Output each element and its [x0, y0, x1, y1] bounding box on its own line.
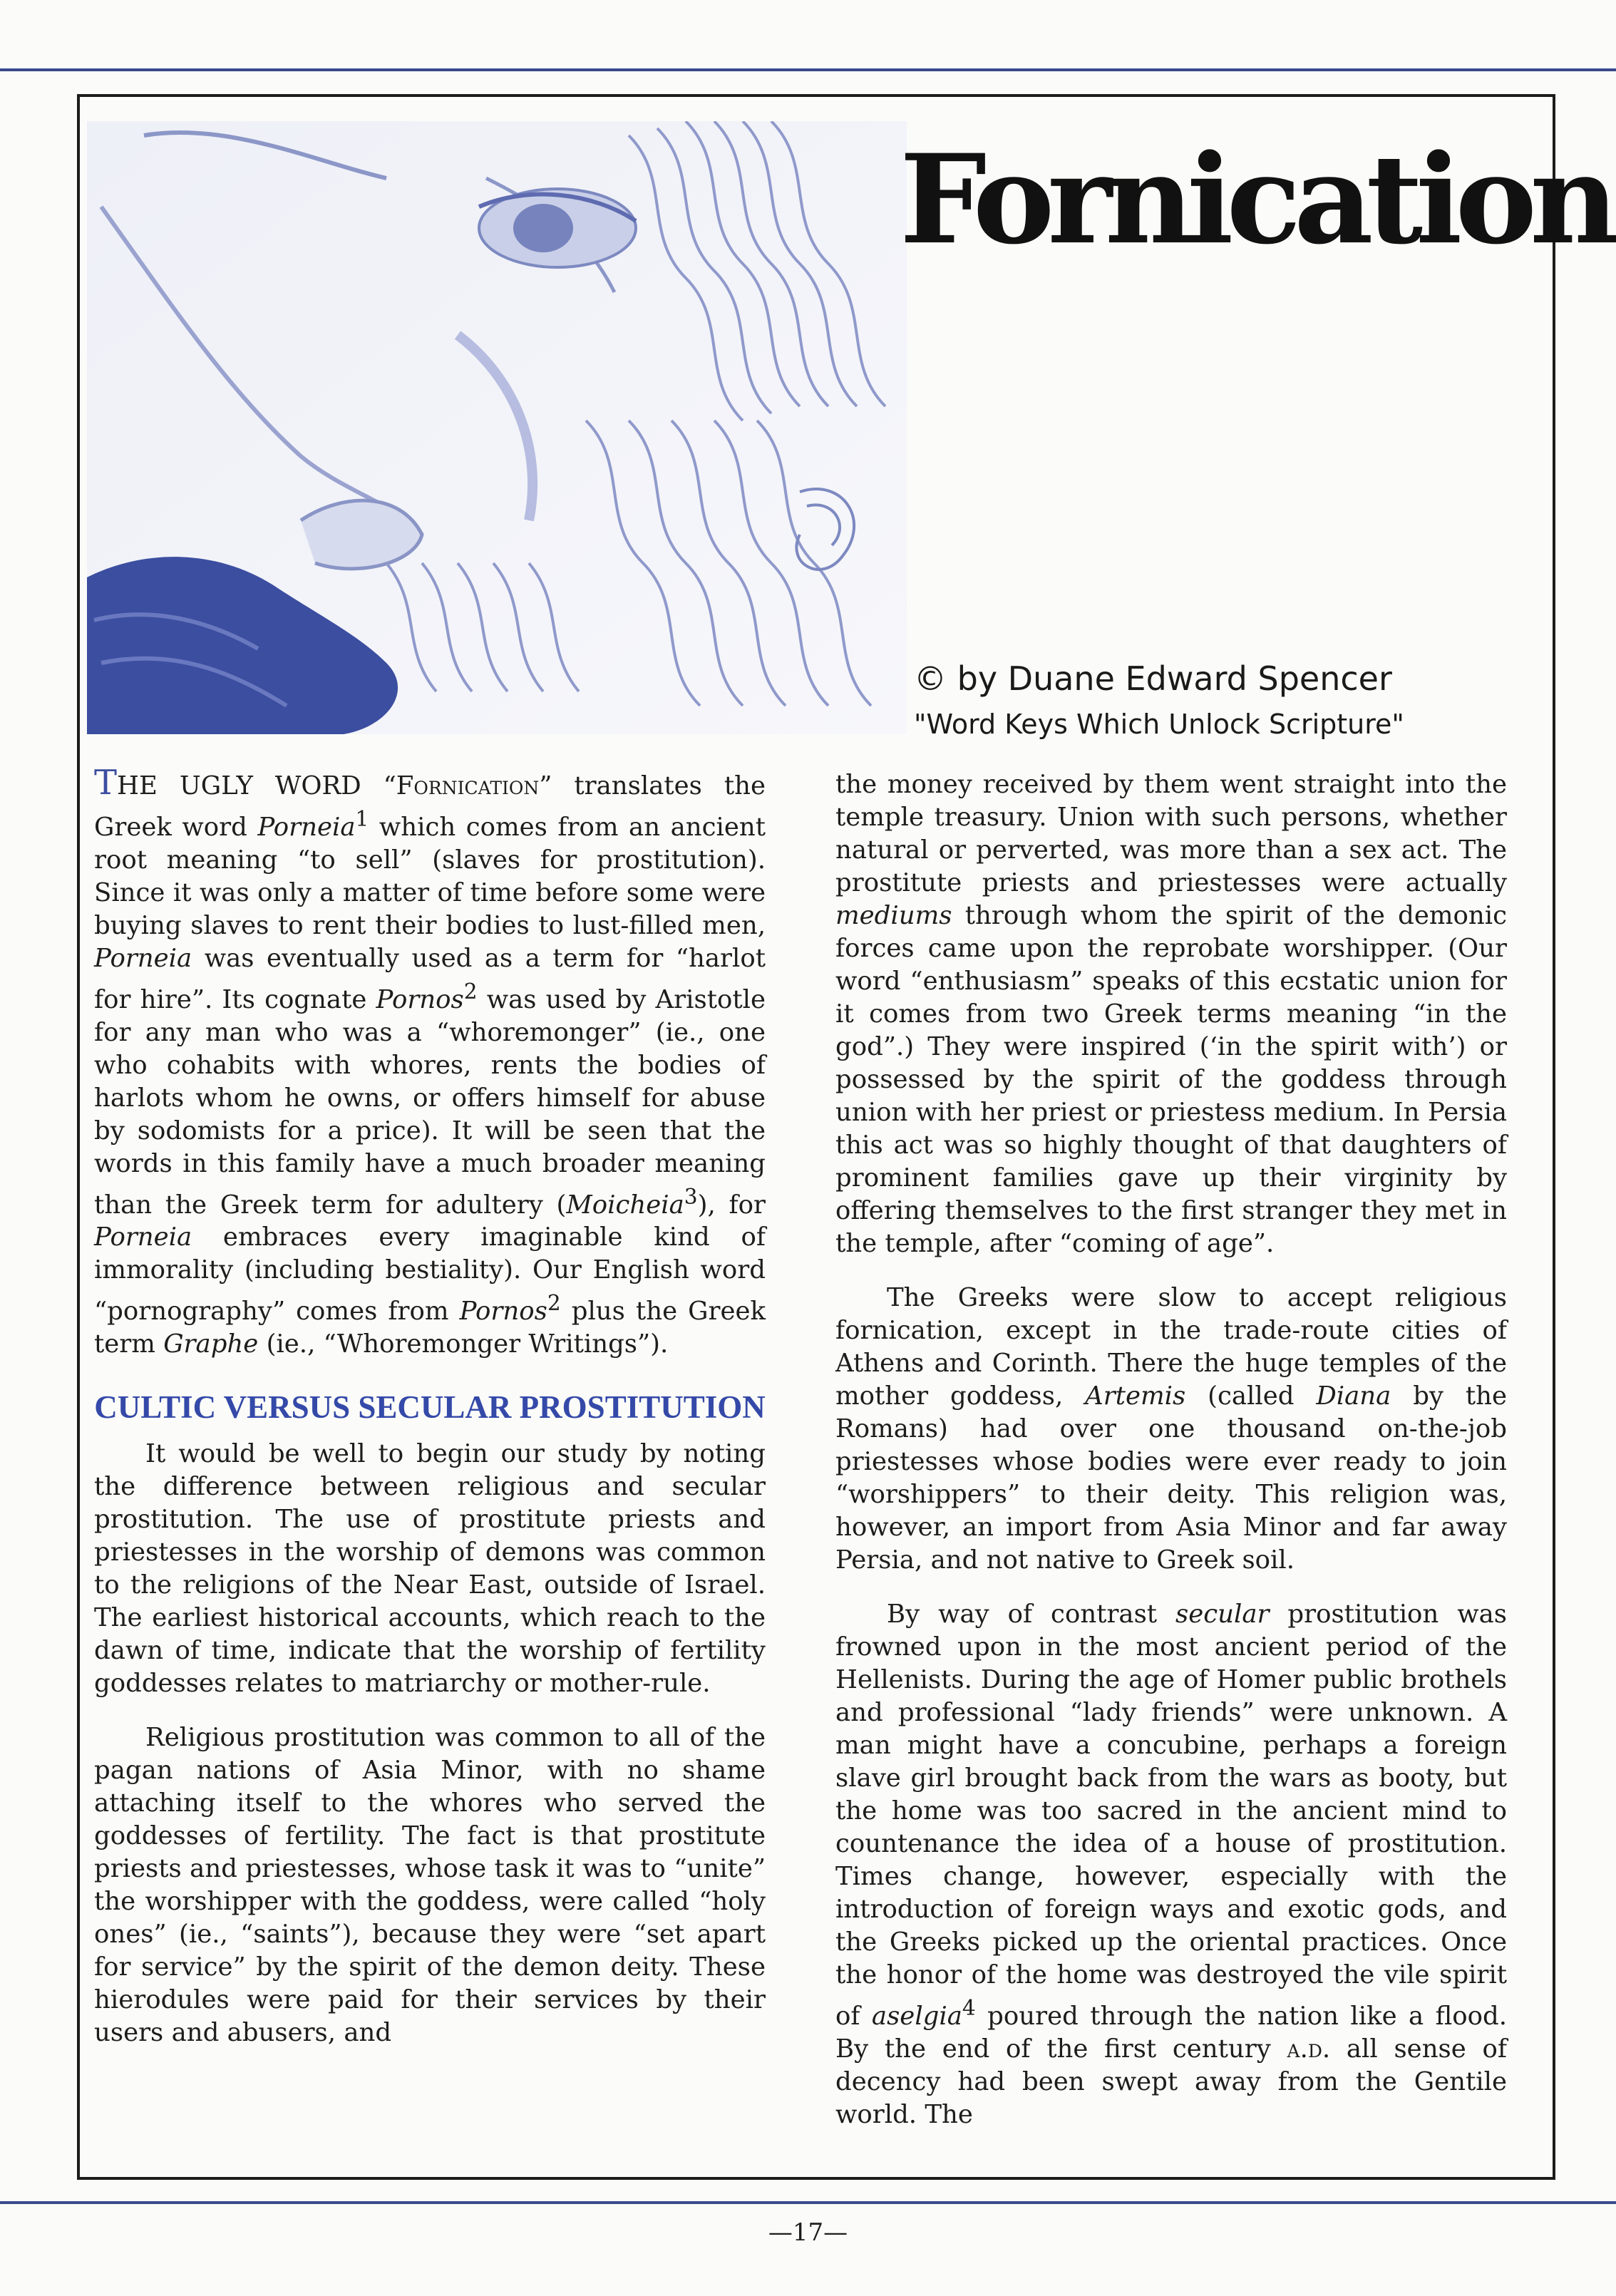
- face-sketch-illustration: [87, 121, 907, 734]
- byline: © by Duane Edward Spencer: [914, 659, 1392, 698]
- paragraph: the money received by them went straight into the temple treasury. Union with such persons, whether natural or perverted, was more than a sex act. The prostitute priests and priestesses were actually mediums through whom the spirit of the demonic forces came upon the reprobate worshipper. (Our word “enthusiasm” speaks of this ecstatic union for it comes from two Greek terms meaning “in the god”.) They were inspired (‘in the spirit with’) or possessed by the spirit of the goddess through union with her priest or priestess medium. In Persia this act was so highly thought of that daughters of prominent families gave up their virginity by offering themselves to the first stranger they met in the temple, after “coming of age”.: [835, 770, 1507, 1258]
- column-right: [835, 768, 1507, 2153]
- article-title: Fornication: [900, 127, 1612, 272]
- paragraph: It would be well to begin our study by noting the difference between religious and secular prostitution. The use of prostitute priests and priestesses in the worship of demons was common to the religions of the Near East, outside of Israel. The earliest historical accounts, which reach to the dawn of time, indicate that the worship of fertility goddesses relates to matriarchy or mother-rule.: [94, 1439, 766, 1699]
- paragraph: The Greeks were slow to accept religious fornication, except in the trade-route cities of Athens and Corinth. There the huge temples of the mother goddess, Artemis (called Diana by the Romans) had over one thousand on-the-job priestesses whose bodies were ever ready to join “worshippers” to their deity. This religion was, however, an import from Asia Minor and far away Persia, and not native to Greek soil.: [835, 1283, 1507, 1575]
- paragraph: Religious prostitution was common to all of the pagan nations of Asia Minor, with no shame attaching itself to the whores who served the goddesses of fertility. The fact is that prostitute priests and priestesses, whose task it was to “unite” the worshipper with the goddess, were called “holy ones” (ie., “saints”), because they were “set apart for service” by the spirit of the demon deity. These hierodules were paid for their services by their users and abusers, and: [94, 1723, 766, 2048]
- series-title: "Word Keys Which Unlock Scripture": [914, 709, 1404, 740]
- bottom-rule: [0, 2201, 1616, 2204]
- top-rule: [0, 68, 1616, 71]
- page-number: —17—: [768, 2218, 848, 2247]
- paragraph: By way of contrast secular prostitution was frowned upon in the most ancient period of the Hellenists. During the age of Homer public brothels and professional “lady friends” were unknown. A man might have a concubine, perhaps a foreign slave girl brought back from the wars as booty, but the home was too sacred in the ancient mind to countenance the idea of a house of prostitution. Times change, however, especially with the introduction of foreign ways and exotic gods, and the Greeks picked up the oriental practices. Once the honor of the home was destroyed the vile spirit of aselgia$^4$ poured through the nation like a flood. By the end of the first century a.d. all sense of decency had been swept away from the Gentile world. The: [835, 1600, 1508, 2129]
- column-left: [94, 763, 766, 2071]
- section-heading: CULTIC VERSUS SECULAR PROSTITUTION: [94, 1389, 766, 1426]
- paragraph: THE UGLY WORD “Fornication” translates the Greek word Porneia$^1$ which comes from an ancient root meaning “to sell” (slaves for prostitution). Since it was only a matter of time before some were buying slaves to rent their bodies to lust-filled men, Porneia was eventually used as a term for “harlot for hire”. Its cognate Pornos$^2$ was used by Aristotle for any man who was a “whoremonger” (ie., one who cohabits with whores, rents the bodies of harlots whom he owns, or offers himself for abuse by sodomists for a price). It will be seen that the words in this family have a much broader meaning than the Greek term for adultery (Moicheia$^3$), for Porneia embraces every imaginable kind of immorality (including bestiality). Our English word “pornography” comes from Pornos$^2$ plus the Greek term Graphe (ie., “Whoremonger Writings”).: [94, 763, 766, 1359]
